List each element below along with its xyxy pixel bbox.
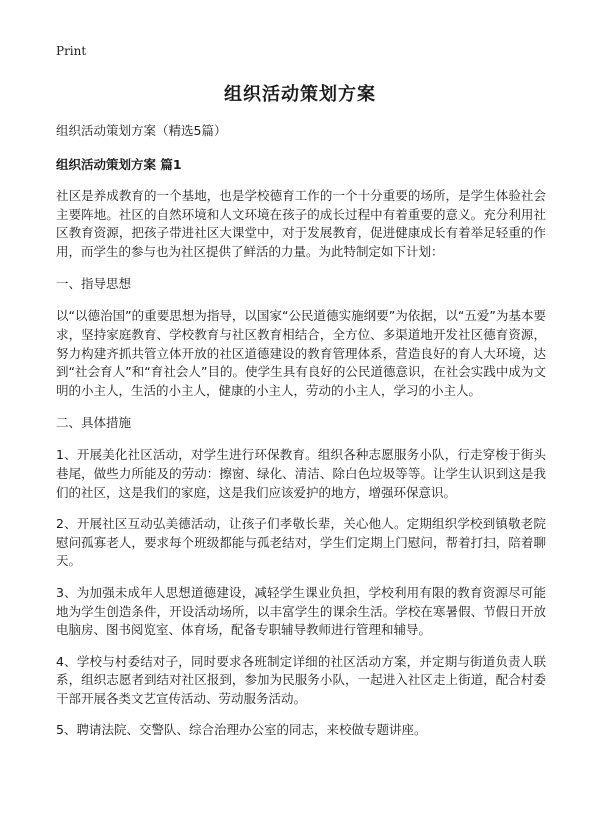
measure-item-4: 4、学校与村委结对子，同时要求各班制定详细的社区活动方案，并定期与街道负责人联系，组织志愿者到结对社区报到，参加为民服务小队，一起进入社区走上街道，配合村委干部开展各类文艺宣传活动、劳动服务活动。 [56,653,546,706]
heading-measures: 二、具体措施 [56,415,132,431]
measure-item-2: 2、开展社区互动弘美德活动，让孩子们孝敬长辈，关心他人。定期组织学校到镇敬老院慰问孤寡老人，要求每个班级都能与孤老结对，学生们定期上门慰问，帮着打扫，陪着聊天。 [56,516,546,569]
section-title: 组织活动策划方案 篇1 [56,157,182,172]
measure-item-1: 1、开展美化社区活动，对学生进行环保教育。组织各种志愿服务小队，行走穿梭于街头巷尾，做些力所能及的劳动：擦窗、绿化、清洁、除白色垃圾等等。让学生认识到这是我们的社区，这是我们的家庭，这是我们应该爱护的地方，增强环保意识。 [56,447,546,500]
document-body [56,121,546,753]
page-title: 组织活动策划方案 [224,84,376,105]
intro-paragraph: 社区是养成教育的一个基地，也是学校德育工作的一个十分重要的场所，是学生体验社会主要阵地。社区的自然环境和人文环境在孩子的成长过程中有着重要的意义。充分利用社区教育资源，把孩子带进社区大课堂中，对于发展教育，促进健康成长有着举足轻重的作用，而学生的参与也为社区提供了鲜活的力量。为此特制定如下计划： [56,188,546,259]
measure-item-5: 5、聘请法院、交警队、综合治理办公室的同志，来校做专题讲座。 [56,722,427,738]
guiding-thought-paragraph: 以“以德治国”的重要思想为指导，以国家“公民道德实施纲要”为依据，以“五爱”为基本要求，坚持家庭教育、学校教育与社区教育相结合，全方位、多渠道地开发社区德育资源，努力构建齐抓共管立体开放的社区道德建设的教育管理体系，营造良好的育人大环境，达到“社会育人”和“育社会人”目的。使学生具有良好的公民道德意识，在社会实践中成为文明的小主人，生活的小主人，健康的小主人，劳动的小主人，学习的小主人。 [56,308,546,398]
document-subtitle: 组织活动策划方案（精选5篇） [56,123,227,138]
print-link[interactable]: Print [56,44,87,58]
heading-guiding-thought: 一、指导思想 [56,276,132,292]
measure-item-3: 3、为加强未成年人思想道德建设，减轻学生课业负担，学校利用有限的教育资源尽可能地为学生创造条件，开设活动场所，以丰富学生的课余生活。学校在寒暑假、节假日开放电脑房、图书阅览室、体育场，配备专职辅导教师进行管理和辅导。 [56,584,546,638]
